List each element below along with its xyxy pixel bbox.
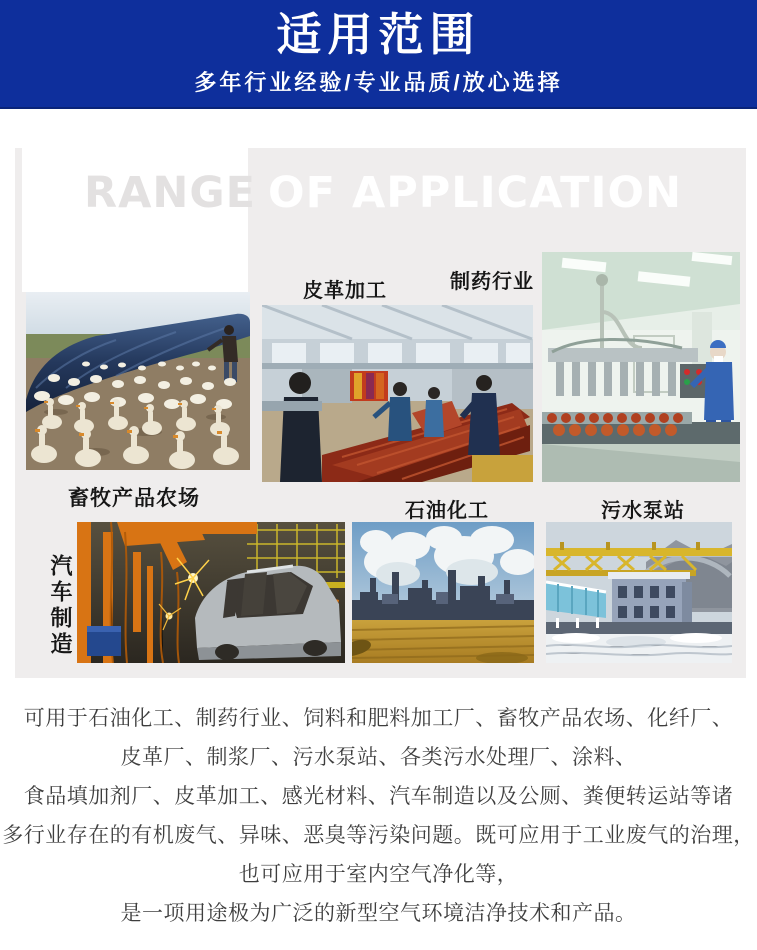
pump-house [608,572,692,628]
label-sewage-pump-station: 污水泵站 [601,500,685,522]
label-auto-manufacturing: 汽车制造 [48,554,73,658]
photo-leather-processing [262,305,533,482]
label-livestock-farm: 畜牧产品农场 [68,487,200,510]
label-pharmaceutical-industry: 制药行业 [450,271,534,293]
description-line: 是一项用途极为广泛的新型空气环境洁净技术和产品。 [120,902,637,925]
leather-processing-illustration [262,305,533,482]
photo-auto-manufacturing [77,522,345,663]
description-line: 皮革厂、制浆厂、污水泵站、各类污水处理厂、涂料、 [120,746,637,769]
auto-manufacturing-illustration [77,522,345,663]
description-line: 多行业存在的有机废气、异味、恶臭等污染问题。既可应用于工业废气的治理， [2,824,755,847]
watermark-part2: OF APPLICATION [268,168,683,218]
label-leather-processing: 皮革加工 [303,280,387,302]
photo-petrochemical [352,522,534,663]
description-line: 可用于石油化工、制药行业、饲料和肥料加工厂、畜牧产品农场、化纤厂、 [23,707,734,730]
page-subtitle: 多年行业经验/专业品质/放心选择 [194,69,563,95]
pharmaceutical-illustration [542,252,740,482]
sewage-pump-station-illustration [546,522,732,663]
page-title: 适用范围 [276,9,481,61]
livestock-farm-illustration [26,292,250,470]
description-line: 也可应用于室内空气净化等， [238,863,519,886]
photo-sewage-pump-station [546,522,732,663]
petrochemical-illustration [352,522,534,663]
application-description [0,699,757,933]
photo-livestock-farm [26,292,250,470]
watermark-text [84,168,684,218]
photo-pharmaceutical-industry [542,252,740,482]
description-line: 食品填加剂厂、皮革加工、感光材料、汽车制造以及公厕、粪便转运站等诸 [23,785,734,808]
watermark-part1: RANGE [84,168,257,218]
label-petrochemical: 石油化工 [405,500,489,522]
section-header-banner [0,0,757,109]
